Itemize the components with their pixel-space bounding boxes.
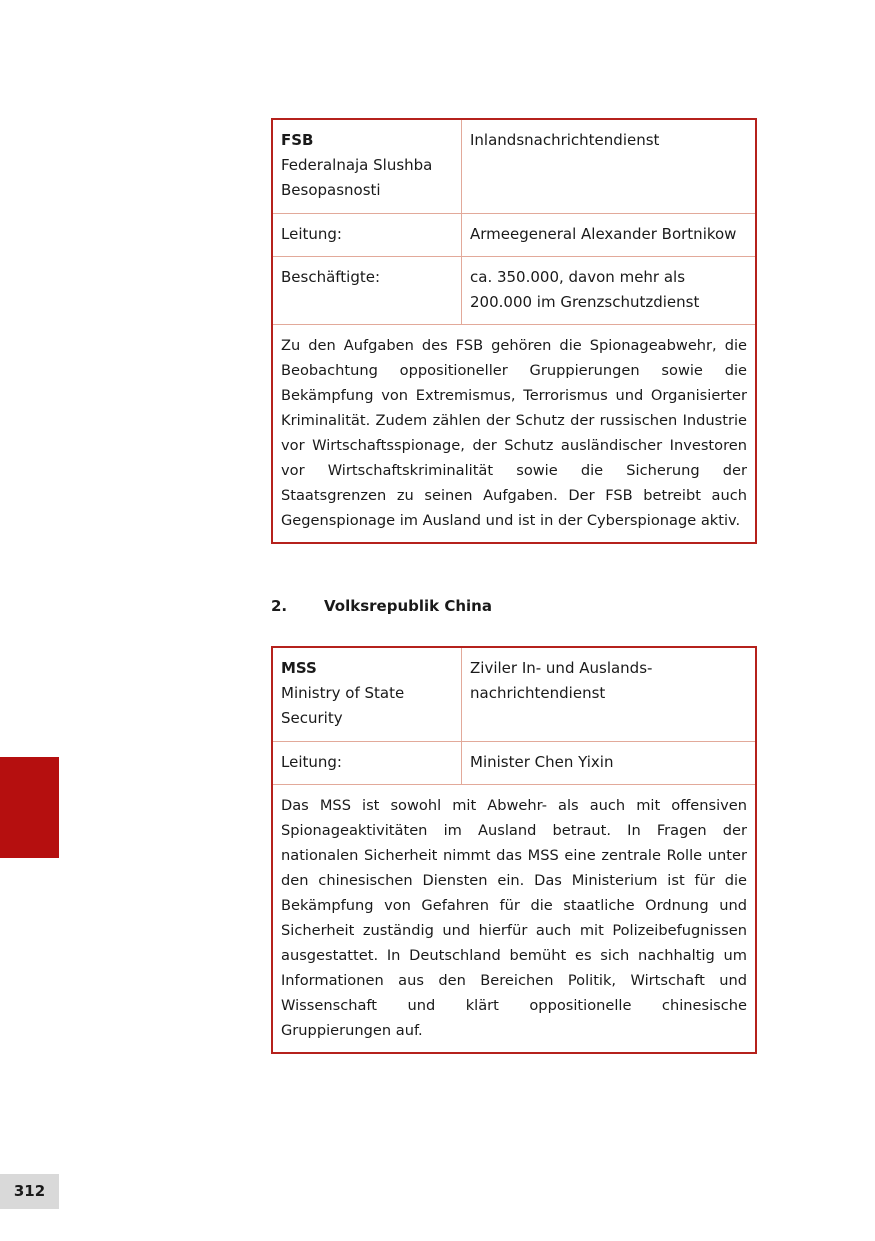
fsb-leitung-label: Leitung: — [273, 214, 462, 256]
fsb-info-box — [271, 118, 757, 544]
section-title: Volksrepublik China — [324, 597, 492, 615]
fsb-abbr: FSB — [281, 131, 314, 149]
fsb-staff-row — [273, 257, 755, 325]
fsb-staff-value: ca. 350.000, davon mehr als 200.000 im Grenzschutzdienst — [470, 268, 700, 311]
mss-type-cell — [462, 648, 755, 741]
fsb-type-cell: Inlandsnachrichtendienst — [470, 131, 660, 149]
chapter-side-tab — [0, 757, 59, 858]
mss-type-line-2: nachrichtendienst — [470, 684, 606, 702]
fsb-description-row — [273, 325, 755, 542]
page-number: 312 — [0, 1174, 59, 1209]
mss-description-row — [273, 785, 755, 1052]
mss-description: Das MSS ist sowohl mit Abwehr- als auch mit offensiven Spionageaktivitäten im Ausland betraut. In Fragen der nationalen Sicherheit nimmt das MSS eine zentrale Rolle unter den chinesischen Diensten ein. Das Ministerium ist für die Bekämpfung von Gefahren für die staatliche Ordnung und Sicherheit zuständig und hierfür auch mit Polizeibefugnissen ausgestattet. In Deutschland bemüht es sich nachhaltig um Informationen aus den Bereichen Politik, Wirtschaft und Wissenschaft und klärt oppositionelle chinesische Gruppierungen auf. — [281, 797, 747, 1039]
mss-full-name-line-1: Ministry of State — [281, 684, 405, 702]
mss-leitung-row — [273, 742, 755, 785]
section-heading — [271, 595, 492, 617]
fsb-full-name-line-1: Federalnaja Slushba — [281, 156, 433, 174]
fsb-full-name-line-2: Besopasnosti — [281, 181, 381, 199]
fsb-header-row — [273, 120, 755, 214]
fsb-leitung-row — [273, 214, 755, 257]
mss-info-box — [271, 646, 757, 1054]
mss-type-line-1: Ziviler In- und Auslands- — [470, 659, 653, 677]
fsb-leitung-value: Armeegeneral Alexander Bortnikow — [470, 225, 737, 243]
fsb-description: Zu den Aufgaben des FSB gehören die Spionageabwehr, die Beobachtung oppositioneller Gruppierungen sowie die Bekämpfung von Extremismus, Terrorismus und Organisierter Kriminalität. Zudem zählen der Schutz der russischen Industrie vor Wirtschaftsspionage, der Schutz ausländischer Investoren vor Wirtschaftskriminalität sowie die Sicherung der Staatsgrenzen zu seinen Aufgaben. Der FSB betreibt auch Gegenspionage im Ausland und ist in der Cyberspionage aktiv. — [281, 337, 747, 529]
mss-header-row — [273, 648, 755, 742]
mss-leitung-label: Leitung: — [273, 742, 462, 784]
mss-abbr: MSS — [281, 659, 317, 677]
fsb-staff-label: Beschäftigte: — [273, 257, 462, 324]
fsb-name-cell — [273, 120, 462, 213]
mss-leitung-value: Minister Chen Yixin — [470, 753, 614, 771]
mss-name-cell — [273, 648, 462, 741]
section-number: 2. — [271, 597, 288, 615]
mss-full-name-line-2: Security — [281, 709, 343, 727]
